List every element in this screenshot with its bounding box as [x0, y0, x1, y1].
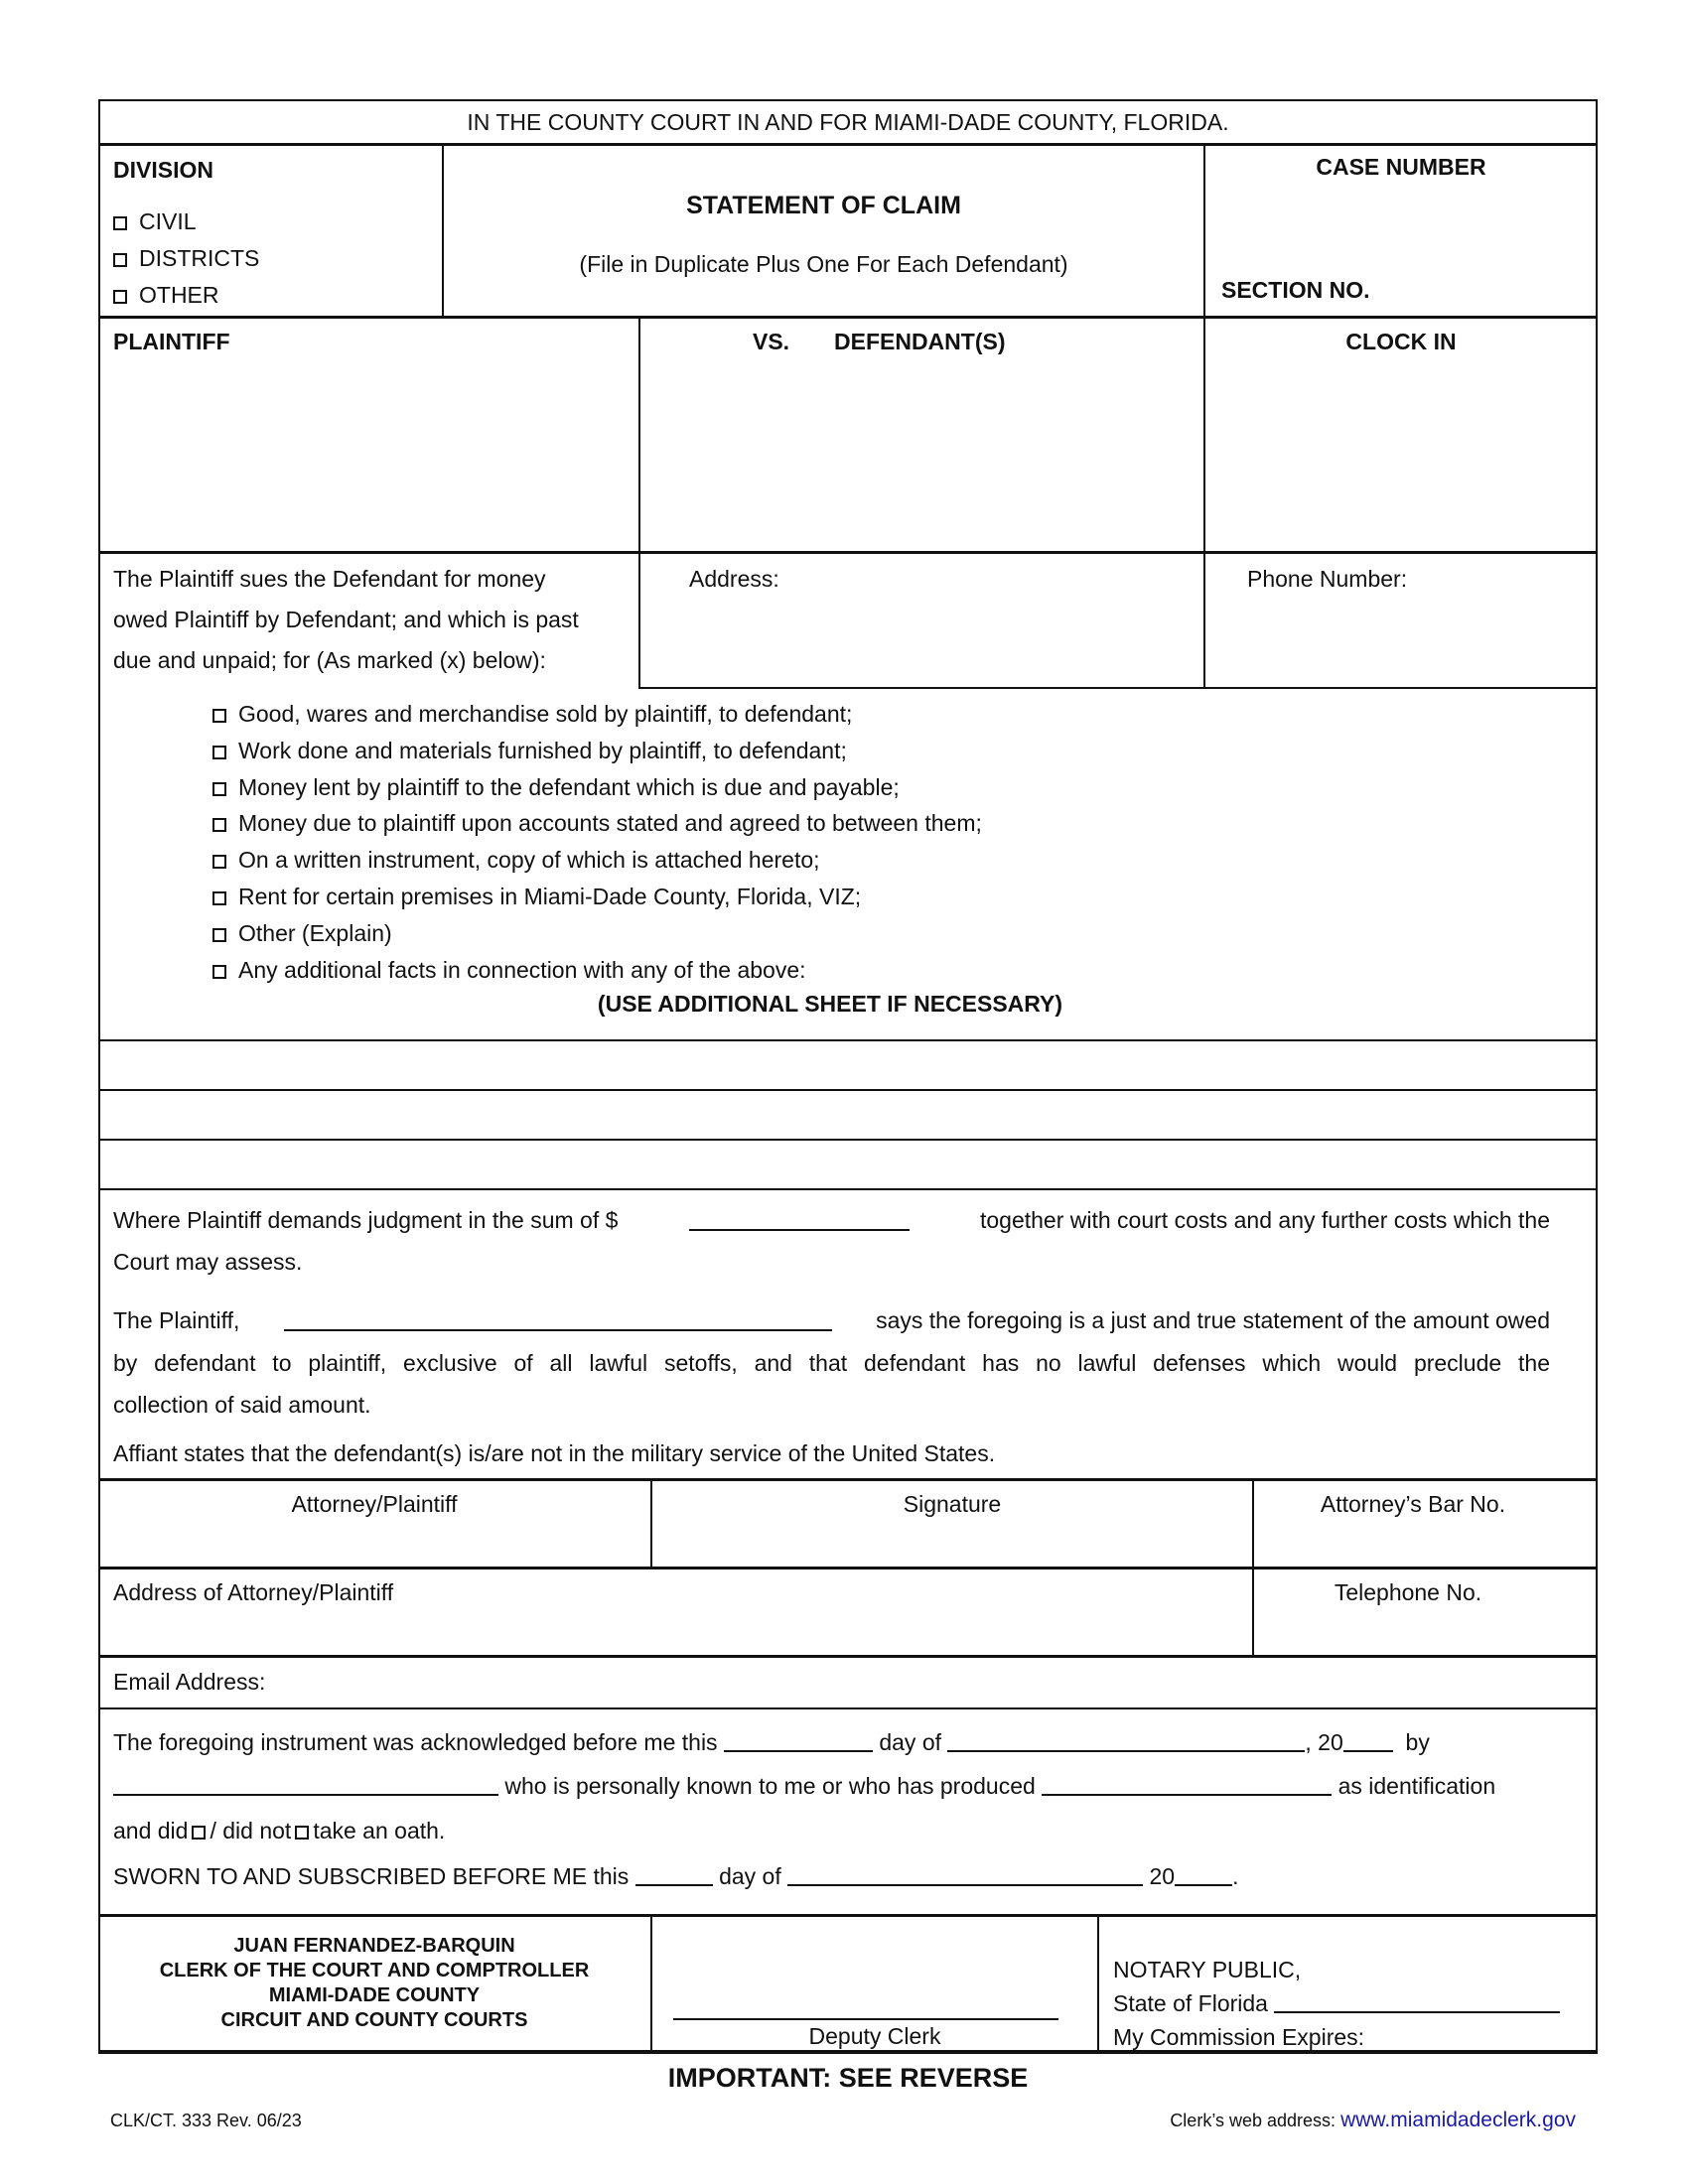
division-districts-checkbox[interactable]: DISTRICTS [113, 247, 259, 270]
sworn-month-field[interactable] [787, 1864, 1143, 1886]
judgment-text: Court may assess. [113, 1249, 303, 1275]
year-field[interactable] [1343, 1730, 1393, 1752]
form-title: STATEMENT OF CLAIM [686, 192, 961, 219]
form-subtitle: (File in Duplicate Plus One For Each Defendant) [579, 251, 1068, 277]
attorney-plaintiff-label: Attorney/Plaintiff [291, 1491, 458, 1517]
border-bottom [98, 2050, 1598, 2054]
email-label: Email Address: [113, 1669, 266, 1695]
form-id: CLK/CT. 333 Rev. 06/23 [110, 2111, 302, 2130]
state-of-florida-line: State of Florida [1113, 1991, 1560, 2015]
checkbox-icon [212, 746, 226, 759]
checkbox-icon [212, 928, 226, 942]
division-other-checkbox[interactable]: OTHER [113, 284, 219, 307]
claim-checkbox[interactable]: Money lent by plaintiff to the defendant which is due and payable; [212, 776, 900, 799]
did-oath-checkbox[interactable] [192, 1826, 206, 1840]
divider [98, 551, 1598, 554]
case-number-label: CASE NUMBER [1316, 154, 1486, 180]
border-top [98, 99, 1598, 101]
divider [98, 1478, 1598, 1481]
checkbox-icon [113, 216, 127, 230]
plaintiff-statement-line: The Plaintiff, says the foregoing is a just and true statement of the amount owed [113, 1307, 1550, 1333]
divider [1203, 145, 1205, 688]
clerk-courts: CIRCUIT AND COUNTY COURTS [220, 2009, 528, 2031]
checkbox-icon [212, 782, 226, 796]
divider [638, 318, 640, 688]
month-field[interactable] [947, 1730, 1305, 1752]
division-label: DIVISION [113, 157, 213, 183]
claim-checkbox[interactable]: Any additional facts in connection with any of the above: [212, 959, 806, 982]
notary-line-4: SWORN TO AND SUBSCRIBED BEFORE ME this day of 20 . [113, 1863, 1239, 1889]
sues-text: owed Plaintiff by Defendant; and which is past [113, 607, 579, 632]
notary-signature-field[interactable] [1274, 1991, 1560, 2013]
clerk-website-link[interactable]: www.miamidadeclerk.gov [1340, 2109, 1576, 2131]
identification-field[interactable] [1042, 1774, 1332, 1796]
border-right [1596, 99, 1598, 2052]
day-field[interactable] [724, 1730, 873, 1752]
notary-line-2: who is personally known to me or who has produced as identification [113, 1774, 1495, 1798]
court-header: IN THE COUNTY COURT IN AND FOR MIAMI-DADE COUNTY, FLORIDA. [467, 109, 1229, 135]
sues-text: due and unpaid; for (As marked (x) below): [113, 647, 546, 673]
vs-label: VS. [753, 329, 790, 354]
checkbox-icon [212, 855, 226, 869]
divider [98, 316, 1598, 319]
claim-checkbox[interactable]: Good, wares and merchandise sold by plaintiff, to defendant; [212, 703, 852, 726]
divider [98, 1039, 1598, 1041]
checkbox-icon [113, 253, 127, 267]
military-statement: Affiant states that the defendant(s) is/are not in the military service of the United States. [113, 1440, 996, 1466]
notary-line-1: The foregoing instrument was acknowledged before me this day of , 20 by [113, 1729, 1430, 1755]
divider [638, 687, 1598, 689]
divider [98, 1655, 1598, 1658]
signature-label: Signature [903, 1491, 1002, 1517]
plaintiff-name-field[interactable] [284, 1309, 832, 1331]
checkbox-icon [212, 709, 226, 723]
phone-label: Phone Number: [1247, 566, 1408, 592]
did-not-oath-checkbox[interactable] [295, 1826, 309, 1840]
address-label: Address: [689, 566, 779, 592]
section-no-label: SECTION NO. [1221, 277, 1370, 303]
deputy-clerk-signature-line[interactable] [673, 2018, 1058, 2020]
checkbox-icon [212, 891, 226, 905]
sworn-year-field[interactable] [1175, 1864, 1232, 1886]
claim-checkbox[interactable]: Rent for certain premises in Miami-Dade County, Florida, VIZ; [212, 886, 861, 908]
checkbox-icon [212, 965, 226, 979]
telephone-label: Telephone No. [1334, 1579, 1482, 1605]
claim-checkbox[interactable]: On a written instrument, copy of which is attached hereto; [212, 849, 820, 872]
claim-checkbox[interactable]: Money due to plaintiff upon accounts stated and agreed to between them; [212, 812, 982, 835]
defendant-label: DEFENDANT(S) [834, 329, 1006, 354]
divider [98, 143, 1598, 146]
divider [98, 1567, 1598, 1570]
plaintiff-label: PLAINTIFF [113, 329, 230, 354]
divider [1097, 1916, 1099, 2052]
attorney-address-label: Address of Attorney/Plaintiff [113, 1579, 394, 1605]
border-left [98, 99, 100, 2052]
divider [98, 1707, 1598, 1709]
additional-facts-line[interactable] [98, 1188, 1598, 1190]
person-name-field[interactable] [113, 1774, 498, 1796]
clock-in-label: CLOCK IN [1345, 329, 1457, 354]
claim-checkbox[interactable]: Other (Explain) [212, 922, 392, 945]
judgment-text: collection of said amount. [113, 1392, 371, 1418]
judgment-amount-field[interactable] [689, 1209, 910, 1231]
claim-checkbox[interactable]: Work done and materials furnished by plaintiff, to defendant; [212, 740, 847, 762]
checkbox-icon [113, 290, 127, 304]
divider [98, 1914, 1598, 1917]
clerk-name: JUAN FERNANDEZ-BARQUIN [233, 1935, 515, 1957]
judgment-line: Where Plaintiff demands judgment in the sum of $ together with court costs and any further costs which the [113, 1207, 1550, 1233]
additional-facts-line[interactable] [98, 1089, 1598, 1091]
bar-no-label: Attorney’s Bar No. [1320, 1491, 1506, 1517]
clerk-county: MIAMI-DADE COUNTY [268, 1984, 481, 2006]
sworn-day-field[interactable] [635, 1864, 713, 1886]
judgment-text: by defendant to plaintiff, exclusive of all lawful setoffs, and that defendant has no lawful defenses which would preclude the [113, 1350, 1550, 1376]
web-address: Clerk’s web address: www.miamidadeclerk.gov [1170, 2109, 1576, 2131]
additional-facts-line[interactable] [98, 1139, 1598, 1141]
checkbox-icon [212, 818, 226, 832]
deputy-clerk-label: Deputy Clerk [808, 2023, 941, 2049]
sues-text: The Plaintiff sues the Defendant for money [113, 566, 546, 592]
additional-sheet-note: (USE ADDITIONAL SHEET IF NECESSARY) [597, 991, 1063, 1017]
important-notice: IMPORTANT: SEE REVERSE [667, 2063, 1029, 2093]
notary-line-3: and did / did not take an oath. [113, 1818, 446, 1843]
divider [442, 145, 444, 318]
clerk-title: CLERK OF THE COURT AND COMPTROLLER [159, 1960, 590, 1981]
division-civil-checkbox[interactable]: CIVIL [113, 210, 197, 233]
commission-expires-label: My Commission Expires: [1113, 2024, 1365, 2050]
notary-public-label: NOTARY PUBLIC, [1113, 1957, 1302, 1982]
